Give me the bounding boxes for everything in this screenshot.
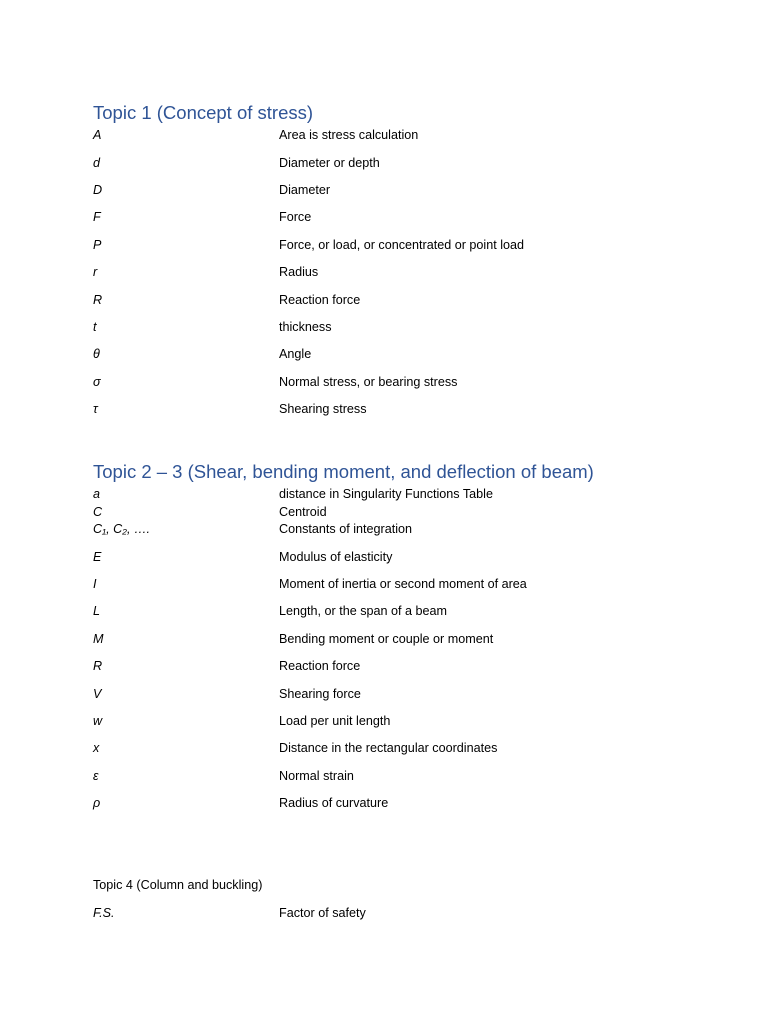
glossary-row: [0, 548, 768, 566]
symbol: D: [93, 183, 103, 197]
definition: Shearing force: [279, 687, 361, 701]
definition: Reaction force: [279, 659, 361, 673]
symbol: I: [93, 577, 97, 591]
symbol: t: [93, 320, 97, 334]
glossary-row: [0, 345, 768, 363]
glossary-row: [0, 520, 768, 538]
definition: Constants of integration: [279, 522, 413, 536]
definition: Radius: [279, 265, 319, 279]
definition: Distance in the rectangular coordinates: [279, 741, 498, 755]
definition: Modulus of elasticity: [279, 550, 393, 564]
symbol: A: [93, 128, 102, 142]
definition: Diameter or depth: [279, 156, 380, 170]
definition: thickness: [279, 320, 332, 334]
glossary-row: [0, 181, 768, 199]
glossary-row: [0, 400, 768, 418]
symbol: M: [93, 632, 104, 646]
glossary-row: [0, 657, 768, 675]
definition: Shearing stress: [279, 402, 367, 416]
symbol: C₁, C₂, ….: [93, 522, 151, 536]
symbol: d: [93, 156, 101, 170]
definition: distance in Singularity Functions Table: [279, 487, 493, 501]
symbol: r: [93, 265, 98, 279]
glossary-row: [0, 154, 768, 172]
definition: Reaction force: [279, 293, 361, 307]
symbol: R: [93, 293, 103, 307]
glossary-row: [0, 904, 768, 922]
symbol: τ: [93, 402, 98, 416]
definition: Moment of inertia or second moment of area: [279, 577, 527, 591]
glossary-row: [0, 630, 768, 648]
glossary-row: [0, 575, 768, 593]
symbol: F.S.: [93, 906, 115, 920]
glossary-row: [0, 236, 768, 254]
definition: Force, or load, or concentrated or point load: [279, 238, 525, 252]
symbol: L: [93, 604, 101, 618]
symbol: a: [93, 487, 101, 501]
symbol: θ: [93, 347, 100, 361]
glossary-row: [0, 739, 768, 757]
definition: Force: [279, 210, 312, 224]
symbol: C: [93, 505, 103, 519]
symbol: w: [93, 714, 103, 728]
glossary-row: [0, 318, 768, 336]
glossary-row: [0, 712, 768, 730]
glossary-row: [0, 485, 768, 503]
definition: Normal stress, or bearing stress: [279, 375, 458, 389]
glossary-row: [0, 126, 768, 144]
glossary-row: [0, 685, 768, 703]
glossary-row: [0, 373, 768, 391]
symbol: x: [93, 741, 100, 755]
definition: Factor of safety: [279, 906, 366, 920]
definition: Area is stress calculation: [279, 128, 419, 142]
symbol: R: [93, 659, 103, 673]
definition: Diameter: [279, 183, 331, 197]
definition: Load per unit length: [279, 714, 391, 728]
definition: Length, or the span of a beam: [279, 604, 448, 618]
symbol: E: [93, 550, 102, 564]
topic-4-heading: Topic 4 (Column and buckling): [93, 878, 263, 892]
definition: Bending moment or couple or moment: [279, 632, 494, 646]
definition: Angle: [279, 347, 312, 361]
glossary-row: [0, 794, 768, 812]
glossary-row: [0, 602, 768, 620]
glossary-row: [0, 767, 768, 785]
symbol: σ: [93, 375, 101, 389]
symbol: V: [93, 687, 102, 701]
topic-2-3-heading: Topic 2 – 3 (Shear, bending moment, and deflection of beam): [93, 461, 594, 482]
definition: Centroid: [279, 505, 327, 519]
glossary-row: [0, 291, 768, 309]
glossary-row: [0, 208, 768, 226]
symbol: F: [93, 210, 101, 224]
definition: Normal strain: [279, 769, 354, 783]
glossary-row: [0, 263, 768, 281]
symbol: ρ: [93, 796, 101, 810]
symbol: P: [93, 238, 102, 252]
topic-1-heading: Topic 1 (Concept of stress): [93, 102, 314, 123]
symbol: ε: [93, 769, 99, 783]
glossary-row: [0, 503, 768, 521]
definition: Radius of curvature: [279, 796, 389, 810]
